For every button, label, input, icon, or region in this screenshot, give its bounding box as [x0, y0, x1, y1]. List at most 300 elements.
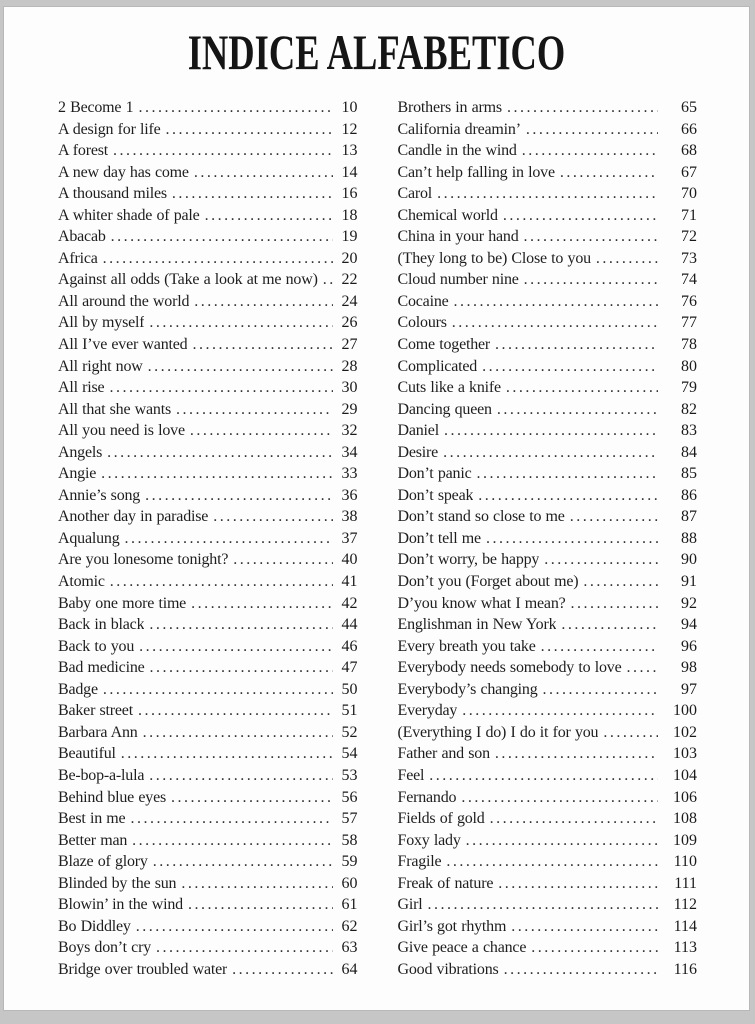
page-number: 82 [681, 400, 697, 418]
index-entry [58, 334, 358, 356]
song-title: Behind blue eyes [58, 788, 166, 806]
song-title: Father and son [397, 745, 490, 763]
dot-leader [503, 205, 658, 227]
index-entry [398, 722, 698, 744]
page-number: 20 [341, 249, 358, 267]
index-entry [398, 636, 698, 658]
dot-leader [103, 248, 333, 270]
song-title: Brothers in arms [397, 99, 502, 116]
page-number: 38 [341, 508, 358, 526]
dot-leader [323, 269, 333, 291]
dot-leader [477, 463, 659, 485]
index-entry [398, 614, 698, 636]
index-column-left [58, 97, 358, 980]
page-number: 13 [341, 142, 358, 160]
page-number: 50 [341, 680, 358, 698]
index-entry [58, 183, 358, 205]
index-entry [58, 162, 358, 184]
index-entry [398, 334, 698, 356]
song-title: Angie [58, 465, 97, 483]
page-number: 58 [341, 831, 358, 849]
dot-leader [113, 140, 332, 162]
page-number: 96 [681, 637, 697, 655]
page-number: 16 [341, 185, 358, 203]
index-sheet [3, 6, 750, 1011]
index-column-right [398, 97, 698, 980]
page-number: 109 [673, 831, 697, 849]
index-entry [398, 937, 698, 959]
dot-leader [156, 937, 332, 959]
index-entry [58, 937, 358, 959]
dot-leader [596, 248, 658, 270]
index-entry [58, 140, 358, 162]
page-number: 83 [681, 422, 697, 440]
song-title: Cuts like a knife [397, 379, 501, 397]
dot-leader [526, 119, 658, 141]
index-entry [58, 743, 358, 765]
dot-leader [543, 679, 658, 701]
song-title: Are you lonesome tonight? [58, 551, 229, 569]
page-number: 34 [341, 443, 358, 461]
page-number: 72 [681, 228, 697, 246]
page-number: 24 [341, 292, 358, 310]
page-number: 32 [341, 422, 358, 440]
index-entry [58, 549, 358, 571]
index-entry [398, 226, 698, 248]
dot-leader [205, 205, 333, 227]
index-entry [58, 356, 358, 378]
page-number: 78 [681, 336, 697, 354]
dot-leader [192, 334, 332, 356]
dot-leader [150, 657, 333, 679]
song-title: Complicated [397, 357, 478, 375]
song-title: Everybody’s changing [397, 680, 538, 698]
song-title: California dreamin’ [397, 120, 521, 138]
song-title: Come together [397, 336, 491, 354]
page-number: 113 [673, 939, 697, 957]
index-entry [398, 894, 698, 916]
index-entry [58, 377, 358, 399]
dot-leader [524, 269, 658, 291]
page-number: 65 [681, 99, 697, 116]
index-entry [58, 506, 358, 528]
page-number: 66 [681, 120, 697, 138]
song-title: Give peace a chance [397, 939, 527, 957]
page-number: 91 [681, 573, 697, 591]
page-number: 53 [341, 766, 358, 784]
page-number: 102 [673, 723, 697, 741]
dot-leader [138, 97, 332, 119]
dot-leader [232, 959, 332, 981]
index-entry [398, 485, 698, 507]
dot-leader [560, 162, 658, 184]
dot-leader [145, 485, 332, 507]
song-title: Bad medicine [58, 659, 145, 677]
page-number: 67 [681, 163, 697, 181]
index-entry [58, 700, 358, 722]
dot-leader [103, 679, 333, 701]
page-number: 100 [673, 702, 697, 720]
index-entry [398, 657, 698, 679]
song-title: A design for life [58, 120, 161, 138]
dot-leader [570, 506, 658, 528]
index-entry [58, 959, 358, 981]
song-title: Good vibrations [397, 960, 499, 978]
index-entry [58, 808, 358, 830]
index-entry [58, 657, 358, 679]
index-entry [58, 291, 358, 313]
dot-leader [482, 356, 658, 378]
page-number: 111 [674, 874, 697, 892]
index-entry [398, 463, 698, 485]
dot-leader [190, 420, 333, 442]
page-number: 41 [341, 573, 358, 591]
page-number: 71 [681, 206, 697, 224]
dot-leader [524, 226, 659, 248]
index-entry [398, 119, 698, 141]
page-number: 37 [341, 529, 358, 547]
index-entry [58, 399, 358, 421]
dot-leader [149, 312, 332, 334]
dot-leader [138, 700, 333, 722]
dot-leader [149, 614, 332, 636]
index-entry [58, 593, 358, 615]
dot-leader [188, 894, 333, 916]
page-number: 59 [341, 853, 358, 871]
index-entry [398, 97, 698, 119]
dot-leader [478, 485, 658, 507]
song-title: Bo Diddley [58, 917, 131, 935]
index-entry [58, 312, 358, 334]
song-title: Atomic [58, 573, 105, 591]
index-entry [58, 851, 358, 873]
song-title: Bridge over troubled water [58, 960, 228, 978]
song-title: Don’t you (Forget about me) [397, 573, 579, 591]
page-number: 79 [681, 379, 697, 397]
index-entry [58, 765, 358, 787]
page-number: 73 [681, 249, 697, 267]
dot-leader [130, 808, 332, 830]
song-title: Abacab [58, 228, 106, 246]
dot-leader [166, 119, 333, 141]
dot-leader [191, 593, 332, 615]
dot-leader [171, 787, 333, 809]
page-number: 85 [681, 465, 697, 483]
song-title: Blinded by the sun [58, 874, 177, 892]
dot-leader [498, 873, 658, 895]
page-number: 88 [681, 529, 697, 547]
song-title: All that she wants [58, 400, 171, 418]
page-number: 92 [681, 594, 697, 612]
index-entry [398, 183, 698, 205]
song-title: Everybody needs somebody to love [397, 659, 622, 677]
page-number: 10 [341, 99, 358, 116]
song-title: Dancing queen [397, 400, 492, 418]
index-entry [58, 894, 358, 916]
dot-leader [461, 787, 658, 809]
song-title: Colours [397, 314, 447, 332]
page-number: 90 [681, 551, 697, 569]
page-number: 104 [673, 766, 697, 784]
dot-leader [627, 657, 659, 679]
index-columns [4, 97, 749, 980]
index-entry [58, 485, 358, 507]
song-title: Girl’s got rhythm [397, 917, 507, 935]
index-entry [398, 162, 698, 184]
song-title: Better man [58, 831, 128, 849]
song-title: All rise [58, 379, 105, 397]
dot-leader [109, 377, 332, 399]
page-number: 62 [341, 917, 358, 935]
page-number: 64 [341, 960, 358, 978]
song-title: Barbara Ann [58, 723, 138, 741]
index-entry [398, 140, 698, 162]
page-number: 27 [341, 336, 358, 354]
song-title: Annie’s song [58, 486, 141, 504]
song-title: Desire [397, 443, 439, 461]
dot-leader [111, 226, 333, 248]
song-title: All I’ve ever wanted [58, 336, 188, 354]
dot-leader [233, 549, 332, 571]
page-number: 68 [681, 142, 697, 160]
dot-leader [452, 312, 658, 334]
page-number: 74 [681, 271, 697, 289]
page-number: 60 [341, 874, 358, 892]
index-entry [398, 830, 698, 852]
dot-leader [561, 614, 658, 636]
song-title: Girl [397, 896, 423, 914]
song-title: Freak of nature [397, 874, 494, 892]
page-number: 51 [341, 702, 358, 720]
dot-leader [583, 571, 658, 593]
song-title: Be-bop-a-lula [58, 766, 145, 784]
dot-leader [429, 765, 658, 787]
page-number: 106 [673, 788, 697, 806]
page-number: 70 [681, 185, 697, 203]
index-entry [398, 571, 698, 593]
song-title: Baby one more time [58, 594, 187, 612]
dot-leader [495, 743, 658, 765]
page-number: 28 [341, 357, 358, 375]
song-title: Feel [397, 766, 425, 784]
index-entry [58, 420, 358, 442]
index-entry [398, 851, 698, 873]
page-number: 12 [341, 120, 358, 138]
index-entry [58, 873, 358, 895]
index-entry [58, 636, 358, 658]
page-number: 54 [341, 745, 358, 763]
song-title: Foxy lady [397, 831, 461, 849]
song-title: (They long to be) Close to you [397, 249, 591, 267]
dot-leader [181, 873, 332, 895]
song-title: A forest [58, 142, 109, 160]
index-entry [58, 119, 358, 141]
dot-leader [143, 722, 333, 744]
index-entry [58, 787, 358, 809]
dot-leader [110, 571, 333, 593]
song-title: Africa [58, 249, 98, 267]
dot-leader [454, 291, 658, 313]
index-entry [398, 399, 698, 421]
index-entry [58, 830, 358, 852]
page-number: 56 [341, 788, 358, 806]
index-entry [398, 765, 698, 787]
song-title: Fragile [397, 853, 442, 871]
song-title: 2 Become 1 [58, 99, 134, 116]
dot-leader [213, 506, 332, 528]
page-number: 103 [673, 745, 697, 763]
song-title: Badge [58, 680, 98, 698]
song-title: A whiter shade of pale [58, 206, 200, 224]
page-number: 80 [681, 357, 697, 375]
page-number: 19 [341, 228, 358, 246]
song-title: Fields of gold [397, 810, 485, 828]
index-entry [58, 226, 358, 248]
song-title: Chemical world [397, 206, 498, 224]
page-number: 18 [341, 206, 358, 224]
song-title: Don’t worry, be happy [397, 551, 540, 569]
song-title: Back to you [58, 637, 135, 655]
song-title: D’you know what I mean? [397, 594, 566, 612]
index-entry [58, 248, 358, 270]
song-title: Don’t panic [397, 465, 472, 483]
dot-leader [194, 291, 332, 313]
index-entry [58, 442, 358, 464]
song-title: China in your hand [397, 228, 519, 246]
page-number: 84 [681, 443, 697, 461]
page-number: 26 [341, 314, 358, 332]
page-number: 29 [341, 400, 358, 418]
song-title: Beautiful [58, 745, 116, 763]
song-title: All around the world [58, 292, 190, 310]
song-title: All by myself [58, 314, 145, 332]
dot-leader [531, 937, 658, 959]
page-number: 46 [341, 637, 358, 655]
page-number: 61 [341, 896, 358, 914]
dot-leader [139, 636, 332, 658]
page-number: 63 [341, 939, 358, 957]
dot-leader [427, 894, 658, 916]
index-entry [398, 377, 698, 399]
dot-leader [603, 722, 658, 744]
index-entry [58, 205, 358, 227]
dot-leader [490, 808, 658, 830]
index-entry [58, 571, 358, 593]
dot-leader [446, 851, 658, 873]
dot-leader [504, 959, 658, 981]
index-entry [398, 528, 698, 550]
page-number: 98 [681, 659, 697, 677]
dot-leader [148, 356, 333, 378]
song-title: A thousand miles [58, 185, 167, 203]
page-number: 47 [341, 659, 358, 677]
song-title: Candle in the wind [397, 142, 517, 160]
page-number: 22 [341, 271, 358, 289]
page-number: 87 [681, 508, 697, 526]
index-entry [398, 442, 698, 464]
dot-leader [544, 549, 658, 571]
song-title: Can’t help falling in love [397, 163, 555, 181]
dot-leader [506, 377, 658, 399]
page-number: 57 [341, 810, 358, 828]
dot-leader [443, 442, 658, 464]
dot-leader [121, 743, 333, 765]
song-title: Every breath you take [397, 637, 536, 655]
dot-leader [101, 463, 332, 485]
dot-leader [495, 334, 658, 356]
index-entry [398, 269, 698, 291]
index-entry [398, 787, 698, 809]
index-entry [398, 248, 698, 270]
song-title: A new day has come [58, 163, 189, 181]
page-number: 14 [341, 163, 358, 181]
index-entry [398, 959, 698, 981]
page-number: 36 [341, 486, 358, 504]
index-entry [58, 269, 358, 291]
dot-leader [194, 162, 333, 184]
index-entry [398, 808, 698, 830]
index-entry [398, 506, 698, 528]
index-entry [58, 528, 358, 550]
index-entry [398, 549, 698, 571]
song-title: Blowin’ in the wind [58, 896, 183, 914]
song-title: Boys don’t cry [58, 939, 152, 957]
song-title: Against all odds (Take a look at me now) [58, 271, 318, 289]
index-entry [398, 916, 698, 938]
song-title: Don’t tell me [397, 529, 481, 547]
song-title: Carol [397, 185, 433, 203]
song-title: Don’t speak [397, 486, 474, 504]
page-number: 97 [681, 680, 697, 698]
dot-leader [132, 830, 332, 852]
page-number: 33 [341, 465, 358, 483]
page-number: 44 [341, 616, 358, 634]
song-title: Baker street [58, 702, 133, 720]
song-title: Aqualung [58, 529, 120, 547]
index-entry [398, 205, 698, 227]
dot-leader [437, 183, 658, 205]
song-title: Best in me [58, 810, 126, 828]
song-title: Daniel [397, 422, 439, 440]
page-number: 112 [673, 896, 697, 914]
dot-leader [462, 700, 658, 722]
dot-leader [136, 916, 333, 938]
dot-leader [149, 765, 332, 787]
page-number: 94 [681, 616, 697, 634]
dot-leader [153, 851, 333, 873]
dot-leader [571, 593, 658, 615]
page-number: 76 [681, 292, 697, 310]
dot-leader [497, 399, 658, 421]
index-entry [398, 679, 698, 701]
index-entry [398, 593, 698, 615]
index-entry [398, 700, 698, 722]
index-entry [398, 873, 698, 895]
page-number: 52 [341, 723, 358, 741]
index-entry [398, 291, 698, 313]
page-number: 86 [681, 486, 697, 504]
song-title: Blaze of glory [58, 853, 148, 871]
index-entry [58, 679, 358, 701]
page-number: 116 [673, 960, 697, 978]
page-number: 110 [673, 853, 697, 871]
index-entry [58, 97, 358, 119]
song-title: Back in black [58, 616, 145, 634]
dot-leader [541, 636, 658, 658]
song-title: Cloud number nine [397, 271, 519, 289]
song-title: Another day in paradise [58, 508, 209, 526]
dot-leader [486, 528, 658, 550]
